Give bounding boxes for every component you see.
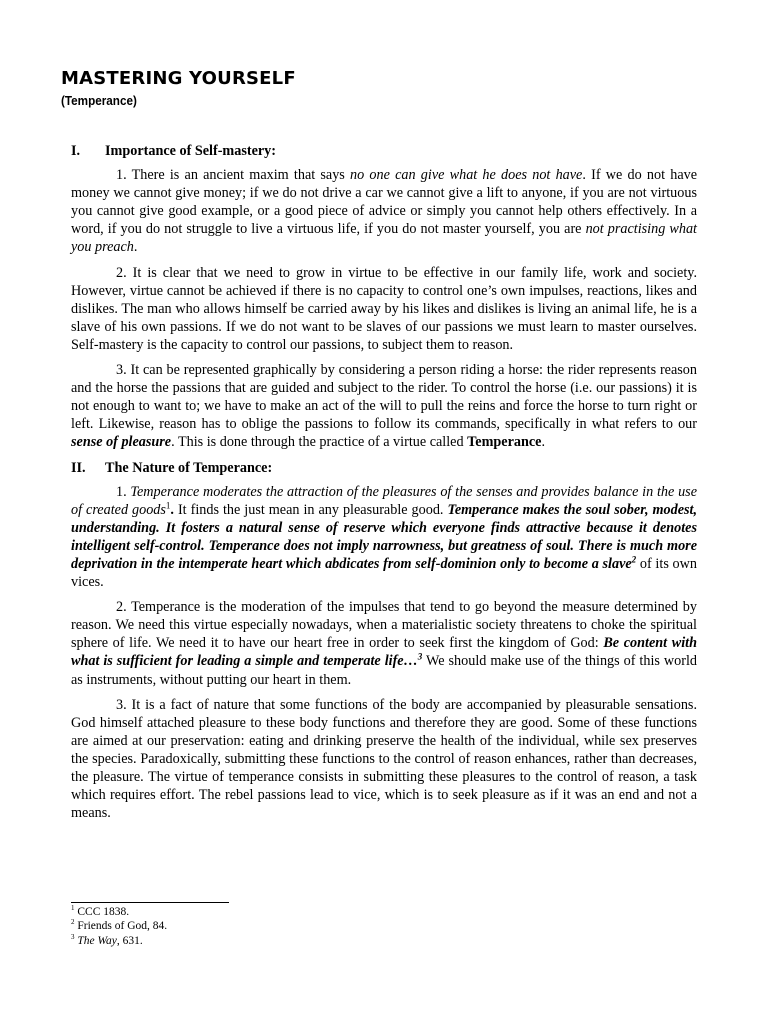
- footnote-separator: [71, 902, 229, 903]
- bold-italic-run: sense of pleasure: [71, 434, 172, 451]
- footnote: [71, 905, 167, 919]
- section-number: II.: [71, 459, 86, 476]
- bold-italic-run: Be content with what is sufficient for leading a simple and temperate life…: [71, 635, 697, 670]
- footnote-text: Friends of God, 84.: [77, 920, 168, 933]
- footnote-ref[interactable]: 1: [165, 499, 171, 510]
- section-title: The Nature of Temperance:: [105, 459, 273, 476]
- bold-run: .: [170, 501, 174, 518]
- footnote-number: 3: [71, 932, 75, 941]
- section-heading: [71, 142, 697, 160]
- text-run: 3. It can be represented graphically by considering a person riding a horse: the rider represents reason and the horse the passions that are guided and subject to the rider. To control the horse (i.e. our passions) it is not enough to want to; we have to make an act of the will to pull the reins and force the horse to turn right or left. Likewise, reason has to oblige the passions to follow its commands, specifically in what refers to our: [71, 362, 697, 433]
- footnote-text: CCC 1838.: [77, 906, 130, 918]
- text-run: .: [541, 434, 546, 451]
- footnote-text: , 631.: [116, 934, 143, 947]
- text-run: 1.: [116, 483, 131, 500]
- paragraph: [71, 598, 697, 688]
- document-body: [71, 140, 697, 829]
- section-title: Importance of Self-mastery:: [105, 143, 276, 159]
- italic-run: not practising what you preach: [71, 221, 697, 256]
- document-title: MASTERING YOURSELF: [61, 68, 296, 89]
- bold-italic-run: Temperance makes the soul sober, modest, understanding. It fosters a natural sense of reserve which everyone finds attractive because it denotes intelligent self-control. Temperance does not imply narrowness, but greatness of soul. There is much more deprivation in the intemperate heart which abdicates from self-dominion only to become a slave: [71, 501, 697, 572]
- text-run: . If we do not have money we cannot give money; if we do not drive a car we cannot give a lift to anyone, if you are not virtuous you cannot give good example, or a good piece of advice or simply you cannot help others effectively. In a word, if you do not struggle to live a virtuous life, if you do not master yourself, you are: [71, 167, 698, 238]
- text-run: 2. Temperance is the moderation of the impulses that tend to go beyond the measure determined by reason. We need this virtue especially nowadays, when a materialistic society threatens to choke the spiritual sphere of life. We need it to have our heart free in order to seek first the kingdom of God:: [71, 599, 697, 652]
- text-run: . This is done through the practice of a virtue called: [171, 434, 468, 451]
- footnote: [71, 919, 167, 933]
- text-run: It finds the just mean in any pleasurable good.: [173, 501, 448, 518]
- text-run: We should make use of the things of this world as instruments, without putting our heart in them.: [71, 653, 697, 688]
- paragraph: 2. It is clear that we need to grow in virtue to be effective in our family life, work and society. However, virtue cannot be achieved if there is no capacity to control one’s own impulses, reactions, likes and dislikes. The man who allows himself be carried away by his likes and dislikes is living an animal life, he is a slave of his own passions. If we do not want to be slaves of our passions we must learn to master ourselves. Self-mastery is the capacity to control our passions, to subject them to reason.: [71, 264, 697, 353]
- paragraph: 3. It is a fact of nature that some functions of the body are accompanied by pleasurable sensations. God himself attached pleasure to these body functions and therefore they are good. Some of these functions are aimed at our preservation: eating and drinking preserve the health of the individual, while sex preserves the species. Paradoxically, submitting these functions to the control of reason enhances, rather than decreases, the pleasure. The virtue of temperance consists in submitting these pleasures to the control of reason, a task which requires effort. The rebel passions lead to vice, which is to seek pleasure as if it was an end and not a means.: [71, 696, 697, 822]
- footnote-number: 1: [71, 904, 75, 913]
- text-run: 1. There is an ancient maxim that says: [116, 167, 351, 184]
- bold-run: Temperance: [467, 434, 542, 451]
- paragraph: [71, 361, 697, 451]
- footnote-book-title: The Way: [77, 934, 117, 947]
- footnote: [71, 934, 167, 948]
- paragraph: [71, 166, 697, 256]
- text-run: .: [133, 239, 138, 256]
- document-subtitle: (Temperance): [61, 93, 137, 108]
- footnote-ref[interactable]: 3: [417, 651, 423, 662]
- italic-run: no one can give what he does not have: [350, 167, 583, 184]
- italic-run: Temperance moderates the attraction of the pleasures of the senses and provides balance in the use of created goods: [71, 483, 697, 518]
- text-run: of its own vices.: [71, 555, 697, 591]
- footnotes: [71, 905, 167, 948]
- section-heading: [71, 459, 697, 477]
- section-number: I.: [71, 143, 81, 159]
- paragraph: [71, 483, 697, 592]
- footnote-number: 2: [71, 918, 75, 927]
- footnote-ref[interactable]: 2: [631, 554, 637, 565]
